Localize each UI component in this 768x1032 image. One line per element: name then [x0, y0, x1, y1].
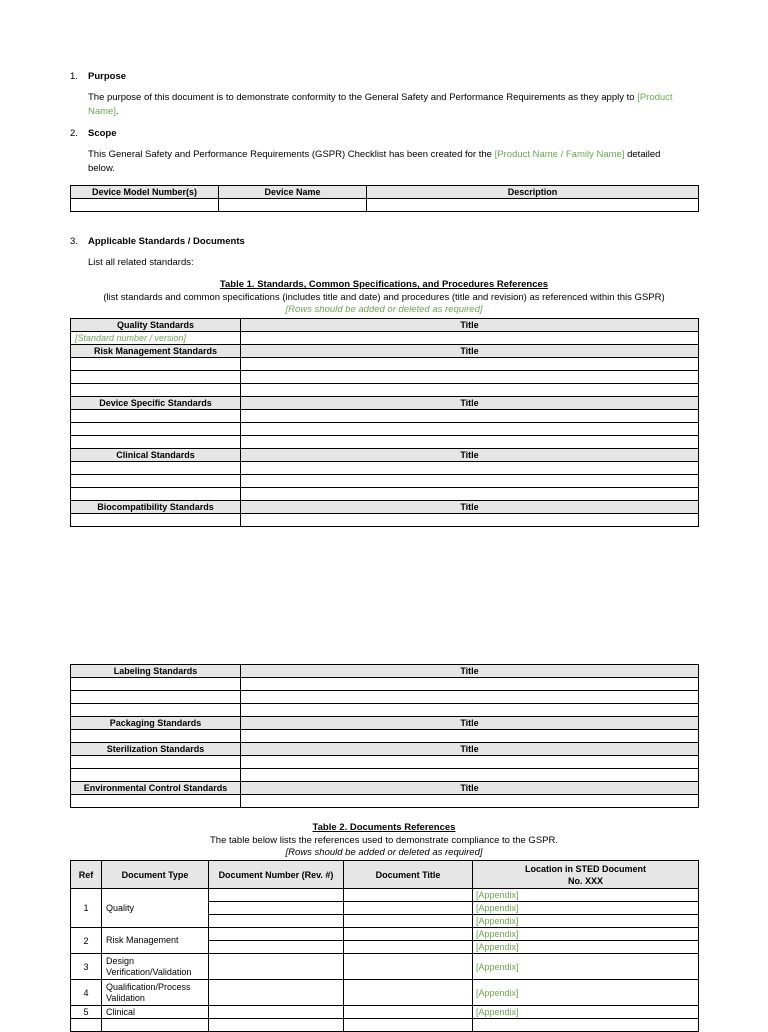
location-header	[473, 861, 699, 889]
standards-table	[70, 318, 699, 527]
environmental-standards-header: Environmental Control Standards	[71, 782, 241, 795]
title-header: Title	[241, 449, 699, 462]
device-name-header: Device Name	[219, 186, 367, 199]
ref-cell: 2	[71, 928, 102, 954]
title-header: Title	[241, 345, 699, 358]
section-3-title: Applicable Standards / Documents	[88, 236, 245, 247]
scope-paragraph	[88, 148, 700, 176]
table-cell[interactable]	[71, 730, 241, 743]
table1-subtitle: (list standards and common specifications (includes title and date) and procedures (title and revision) as referenced within this GSPR)	[103, 291, 665, 303]
appendix-cell[interactable]: [Appendix]	[473, 941, 699, 954]
table-cell[interactable]	[241, 462, 699, 475]
table-cell[interactable]	[473, 1019, 699, 1032]
title-header: Title	[241, 717, 699, 730]
table-cell[interactable]	[209, 1019, 344, 1032]
appendix-cell[interactable]: [Appendix]	[473, 889, 699, 902]
scope-text-post: detailed	[624, 149, 661, 160]
table-cell[interactable]	[241, 488, 699, 501]
description-header: Description	[367, 186, 699, 199]
scope-text: This General Safety and Performance Requirements (GSPR) Checklist has been created for the	[88, 149, 495, 160]
risk-standards-header: Risk Management Standards	[71, 345, 241, 358]
title-header: Title	[241, 397, 699, 410]
table-cell[interactable]	[209, 980, 344, 1006]
appendix-cell[interactable]: [Appendix]	[473, 915, 699, 928]
table-cell[interactable]	[71, 423, 241, 436]
table-cell[interactable]	[71, 358, 241, 371]
ref-header: Ref	[71, 861, 102, 889]
table-cell[interactable]	[209, 889, 344, 902]
section-1-title: Purpose	[88, 71, 127, 82]
title-header: Title	[241, 782, 699, 795]
table1-title: Table 1. Standards, Common Specifications, and Procedures References	[219, 279, 549, 290]
table-cell[interactable]	[344, 889, 473, 902]
table-cell[interactable]	[241, 514, 699, 527]
clinical-standards-header: Clinical Standards	[71, 449, 241, 462]
table-cell[interactable]	[241, 691, 699, 704]
table-cell[interactable]	[344, 915, 473, 928]
product-name-placeholder: [Product	[637, 92, 673, 103]
table-cell[interactable]	[209, 1006, 344, 1019]
title-header: Title	[241, 665, 699, 678]
purpose-period: .	[115, 106, 119, 117]
device-name-cell[interactable]	[219, 199, 367, 212]
ref-cell: 1	[71, 889, 102, 928]
table-cell[interactable]	[241, 730, 699, 743]
table-cell[interactable]	[344, 902, 473, 915]
appendix-cell[interactable]: [Appendix]	[473, 980, 699, 1006]
document-type-cell	[102, 954, 209, 980]
table-cell[interactable]	[344, 1006, 473, 1019]
table1-note: [Rows should be added or deleted as required]	[285, 304, 483, 315]
document-title-header: Document Title	[344, 861, 473, 889]
packaging-standards-header: Packaging Standards	[71, 717, 241, 730]
table-cell[interactable]	[241, 371, 699, 384]
ref-cell: 5	[71, 1006, 102, 1019]
table-cell[interactable]	[241, 769, 699, 782]
table-cell[interactable]	[71, 678, 241, 691]
table-cell[interactable]	[241, 423, 699, 436]
ref-cell: 4	[71, 980, 102, 1006]
location-header-line1: Location in STED Document	[524, 863, 646, 874]
table-cell[interactable]	[344, 1019, 473, 1032]
purpose-text: The purpose of this document is to demonstrate conformity to the General Safety and Performance Requirements as they apply to	[88, 92, 638, 103]
description-cell[interactable]	[367, 199, 699, 212]
device-table	[70, 185, 699, 212]
document-type-cell: Quality	[102, 889, 209, 928]
appendix-cell[interactable]: [Appendix]	[473, 902, 699, 915]
table-cell[interactable]	[241, 436, 699, 449]
document-type-header: Document Type	[102, 861, 209, 889]
appendix-cell[interactable]: [Appendix]	[473, 1006, 699, 1019]
table-cell[interactable]	[71, 514, 241, 527]
table-cell[interactable]	[209, 928, 344, 941]
document-type-cell: Clinical	[102, 1006, 209, 1019]
table-cell[interactable]	[344, 954, 473, 980]
table-cell[interactable]	[71, 384, 241, 397]
purpose-paragraph	[88, 91, 700, 119]
table2-note: [Rows should be added or deleted as required]	[285, 847, 483, 858]
quality-standards-header: Quality Standards	[71, 319, 241, 332]
section-1-number: 1.	[70, 71, 78, 82]
table-cell[interactable]	[71, 691, 241, 704]
table-cell[interactable]	[71, 462, 241, 475]
location-header-line2: No. XXX	[567, 875, 603, 886]
table-cell[interactable]	[71, 475, 241, 488]
document-type-cell: Risk Management	[102, 928, 209, 954]
documents-table	[70, 860, 699, 1032]
table-cell[interactable]	[71, 1019, 102, 1032]
biocompatibility-standards-header: Biocompatibility Standards	[71, 501, 241, 514]
table-cell[interactable]	[209, 954, 344, 980]
document-type-cell	[102, 980, 209, 1006]
table-cell[interactable]	[71, 769, 241, 782]
document-type-line2: Validation	[106, 992, 145, 1003]
table-cell[interactable]	[71, 371, 241, 384]
table-cell[interactable]	[344, 941, 473, 954]
labeling-standards-header: Labeling Standards	[71, 665, 241, 678]
table-cell[interactable]	[241, 678, 699, 691]
sterilization-standards-header: Sterilization Standards	[71, 743, 241, 756]
table-cell[interactable]	[241, 756, 699, 769]
table-cell[interactable]	[344, 980, 473, 1006]
table-cell[interactable]	[71, 436, 241, 449]
table-cell[interactable]	[71, 795, 241, 808]
device-standards-header: Device Specific Standards	[71, 397, 241, 410]
table-cell[interactable]	[241, 410, 699, 423]
table2-caption	[70, 822, 698, 860]
section-2-number: 2.	[70, 128, 78, 139]
table-cell[interactable]	[71, 488, 241, 501]
document-number-header: Document Number (Rev. #)	[209, 861, 344, 889]
table-cell[interactable]	[209, 902, 344, 915]
document-type-line1: Design	[106, 955, 135, 966]
appendix-cell[interactable]: [Appendix]	[473, 954, 699, 980]
document-type-line2: Verification/Validation	[106, 966, 192, 977]
table-cell[interactable]	[209, 915, 344, 928]
table-cell[interactable]	[241, 475, 699, 488]
table-cell[interactable]	[102, 1019, 209, 1032]
table-cell[interactable]	[241, 795, 699, 808]
title-header: Title	[241, 319, 699, 332]
table-cell[interactable]	[344, 928, 473, 941]
standards-table-continued	[70, 664, 699, 808]
title-header: Title	[241, 501, 699, 514]
table-cell[interactable]	[71, 410, 241, 423]
device-model-cell[interactable]	[71, 199, 219, 212]
table2-title: Table 2. Documents References	[312, 822, 456, 833]
scope-text-line2: below.	[88, 163, 115, 174]
standard-placeholder-cell[interactable]: [Standard number / version]	[71, 332, 241, 345]
section-3-number: 3.	[70, 236, 78, 247]
table1-caption	[70, 279, 698, 317]
device-model-header: Device Model Number(s)	[71, 186, 219, 199]
appendix-cell[interactable]: [Appendix]	[473, 928, 699, 941]
table-cell[interactable]	[241, 358, 699, 371]
family-name-placeholder: [Product Name / Family Name]	[494, 149, 625, 160]
document-type-line1: Qualification/Process	[106, 981, 191, 992]
table-cell[interactable]	[71, 756, 241, 769]
standards-intro: List all related standards:	[88, 257, 194, 268]
standard-title-cell[interactable]	[241, 332, 699, 345]
section-2-title: Scope	[88, 128, 117, 139]
ref-cell: 3	[71, 954, 102, 980]
title-header: Title	[241, 743, 699, 756]
table-cell[interactable]	[209, 941, 344, 954]
table2-subtitle: The table below lists the references used to demonstrate compliance to the GSPR.	[210, 834, 558, 846]
table-cell[interactable]	[241, 384, 699, 397]
table-cell[interactable]	[71, 704, 241, 717]
table-cell[interactable]	[241, 704, 699, 717]
product-name-placeholder-cont: Name]	[88, 106, 116, 117]
